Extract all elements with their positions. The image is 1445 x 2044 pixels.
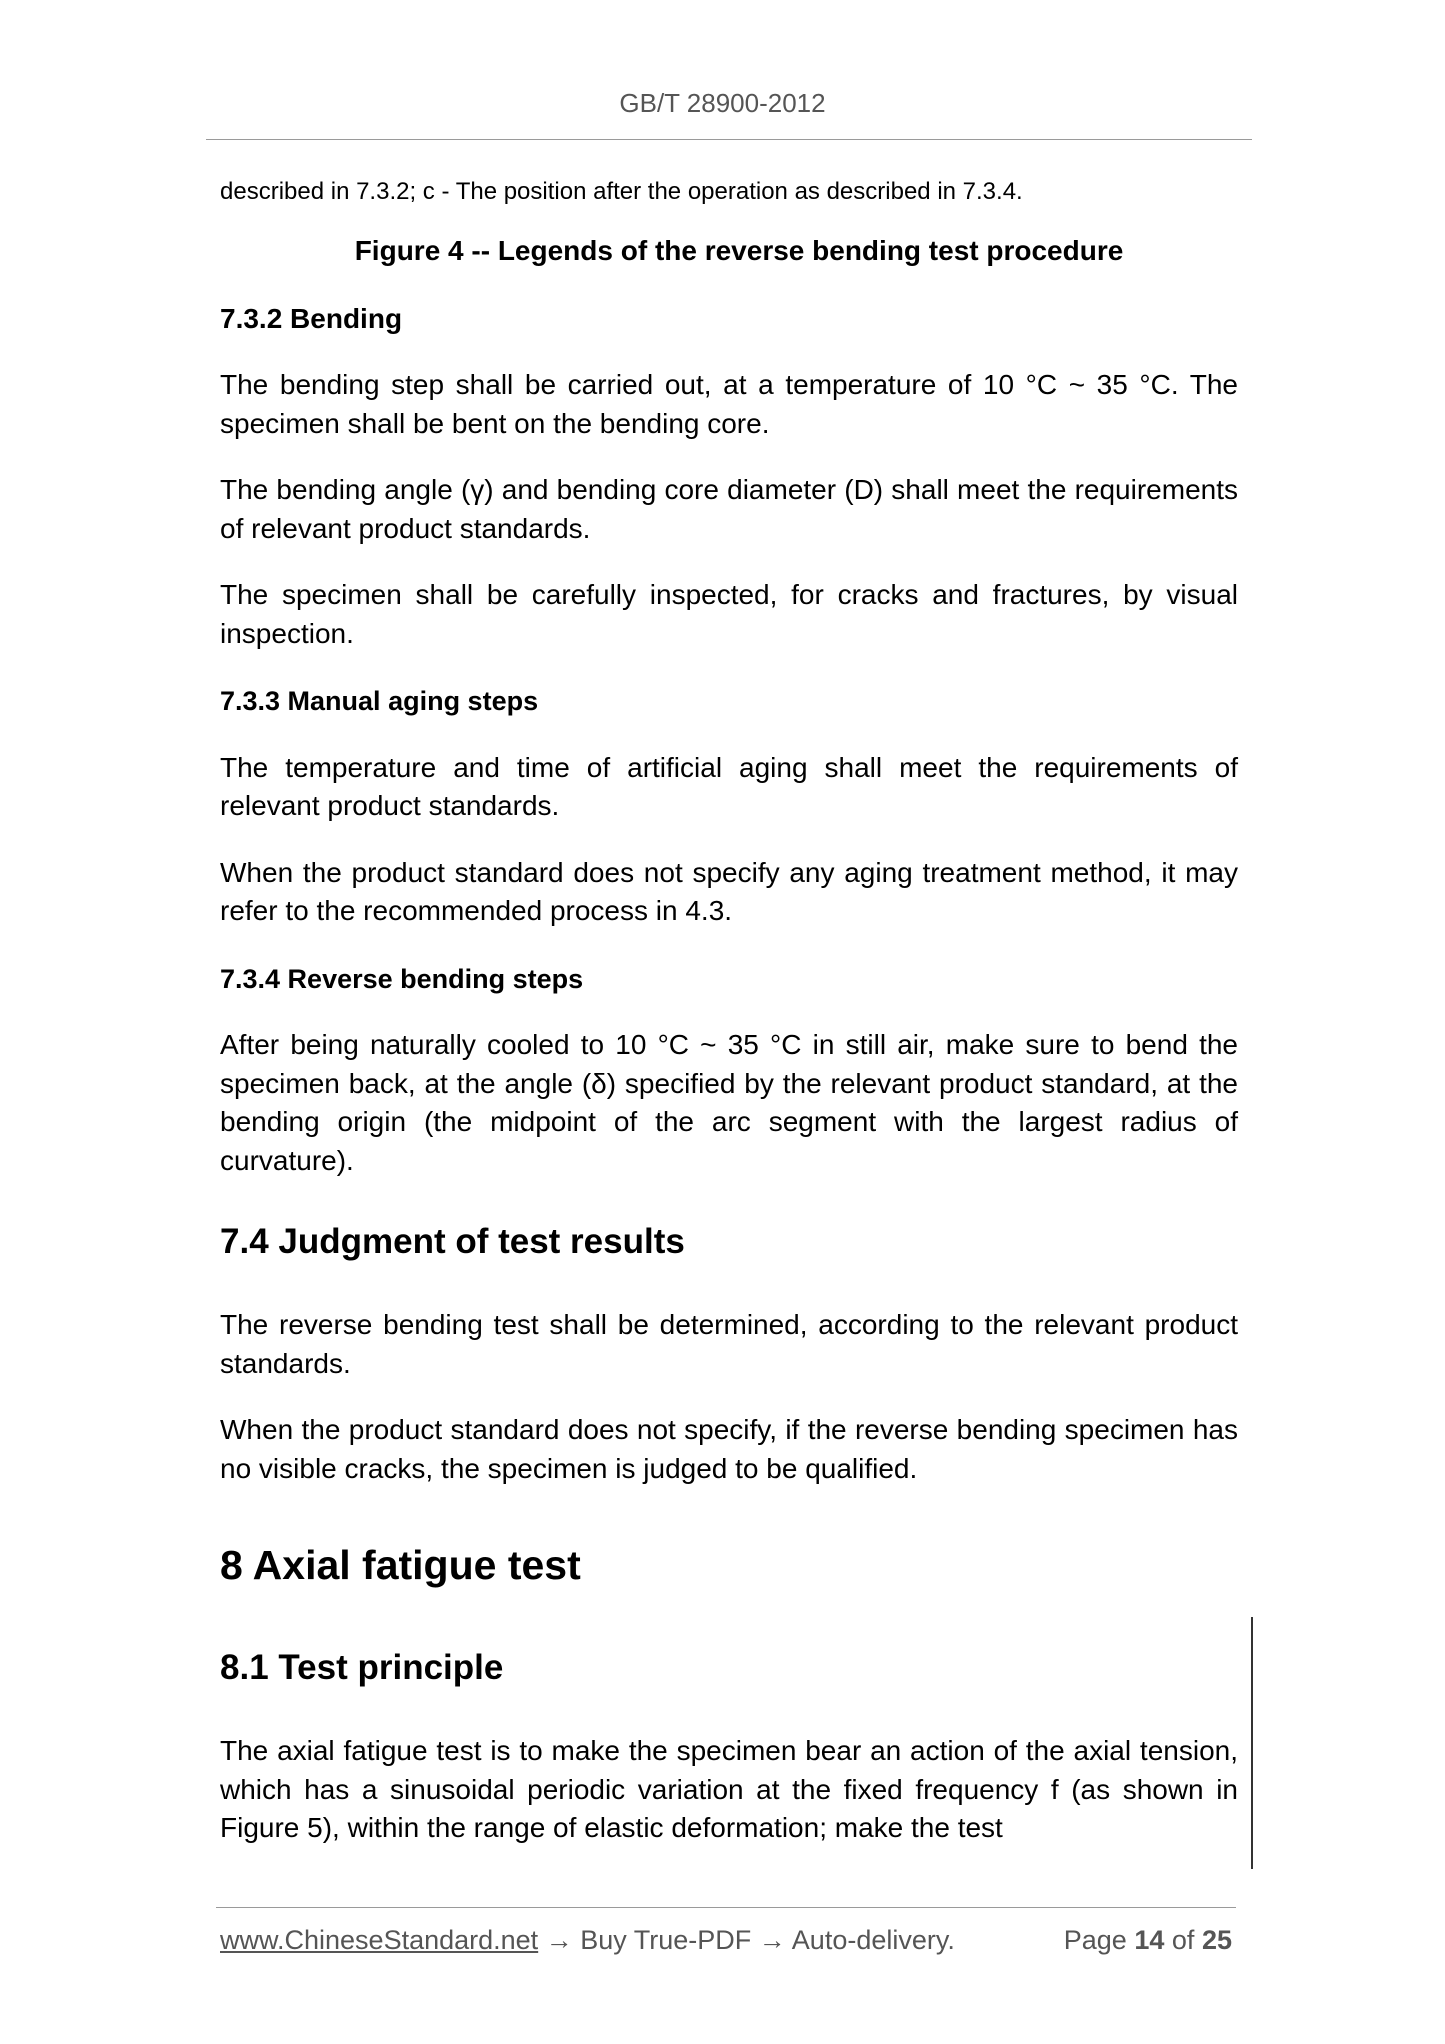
page-number: 14 [1134,1925,1165,1955]
document-body [220,170,1238,1848]
paragraph: The axial fatigue test is to make the specimen bear an action of the axial tension, which has a sinusoidal periodic variation at the fixed frequency f (as shown in Figure 5), within the range of elastic deformation; make the test [220,1735,1238,1843]
page-header-title: GB/T 28900-2012 [619,88,826,118]
arrow-icon: → [545,1925,573,1955]
page-footer [220,1923,1232,1957]
arrow-icon: → [758,1925,786,1955]
total-pages: 25 [1201,1925,1232,1955]
paragraph: When the product standard does not specify any aging treatment method, it may refer to the recommended process in 4.3. [220,856,1238,926]
section-heading-7-4: 7.4 Judgment of test results [220,1222,685,1261]
header-divider [206,139,1252,140]
figure-caption-continued: described in 7.3.2; c - The position after the operation as described in 7.3.4. [220,178,1023,205]
footer-divider [216,1907,1236,1908]
section-heading-7-3-2: 7.3.2 Bending [220,302,403,334]
page-label: Page [1063,1925,1127,1955]
figure-caption: Figure 4 -- Legends of the reverse bending test procedure [354,235,1124,266]
paragraph: The specimen shall be carefully inspected, for cracks and fractures, by visual inspection. [220,579,1238,649]
of-label: of [1171,1925,1195,1955]
paragraph: The bending step shall be carried out, at a temperature of 10 °C ~ 35 °C. The specimen shall be bent on the bending core. [220,369,1238,439]
buy-text: Buy True-PDF [580,1925,752,1955]
paragraph: The temperature and time of artificial aging shall meet the requirements of relevant product standards. [220,751,1238,821]
section-heading-8-1: 8.1 Test principle [220,1648,504,1687]
section-heading-8: 8 Axial fatigue test [220,1542,581,1588]
section-heading-7-3-3: 7.3.3 Manual aging steps [220,686,539,716]
website-link[interactable]: www.ChineseStandard.net [220,1925,539,1955]
paragraph: After being naturally cooled to 10 °C ~ 35 °C in still air, make sure to bend the specimen back, at the angle (δ) specified by the relevant product standard, at the bending origin (the midpoint of the arc segment with the largest radius of curvature). [220,1029,1238,1176]
paragraph: The bending angle (γ) and bending core diameter (D) shall meet the requirements of relevant product standards. [220,474,1238,544]
delivery-text: Auto-delivery. [791,1925,955,1955]
section-heading-7-3-4: 7.3.4 Reverse bending steps [220,963,584,994]
page-indicator [1064,1923,1232,1957]
paragraph: When the product standard does not specify, if the reverse bending specimen has no visible cracks, the specimen is judged to be qualified. [220,1414,1238,1484]
revision-bar [1251,1617,1253,1869]
paragraph: The reverse bending test shall be determined, according to the relevant product standards. [220,1309,1238,1379]
